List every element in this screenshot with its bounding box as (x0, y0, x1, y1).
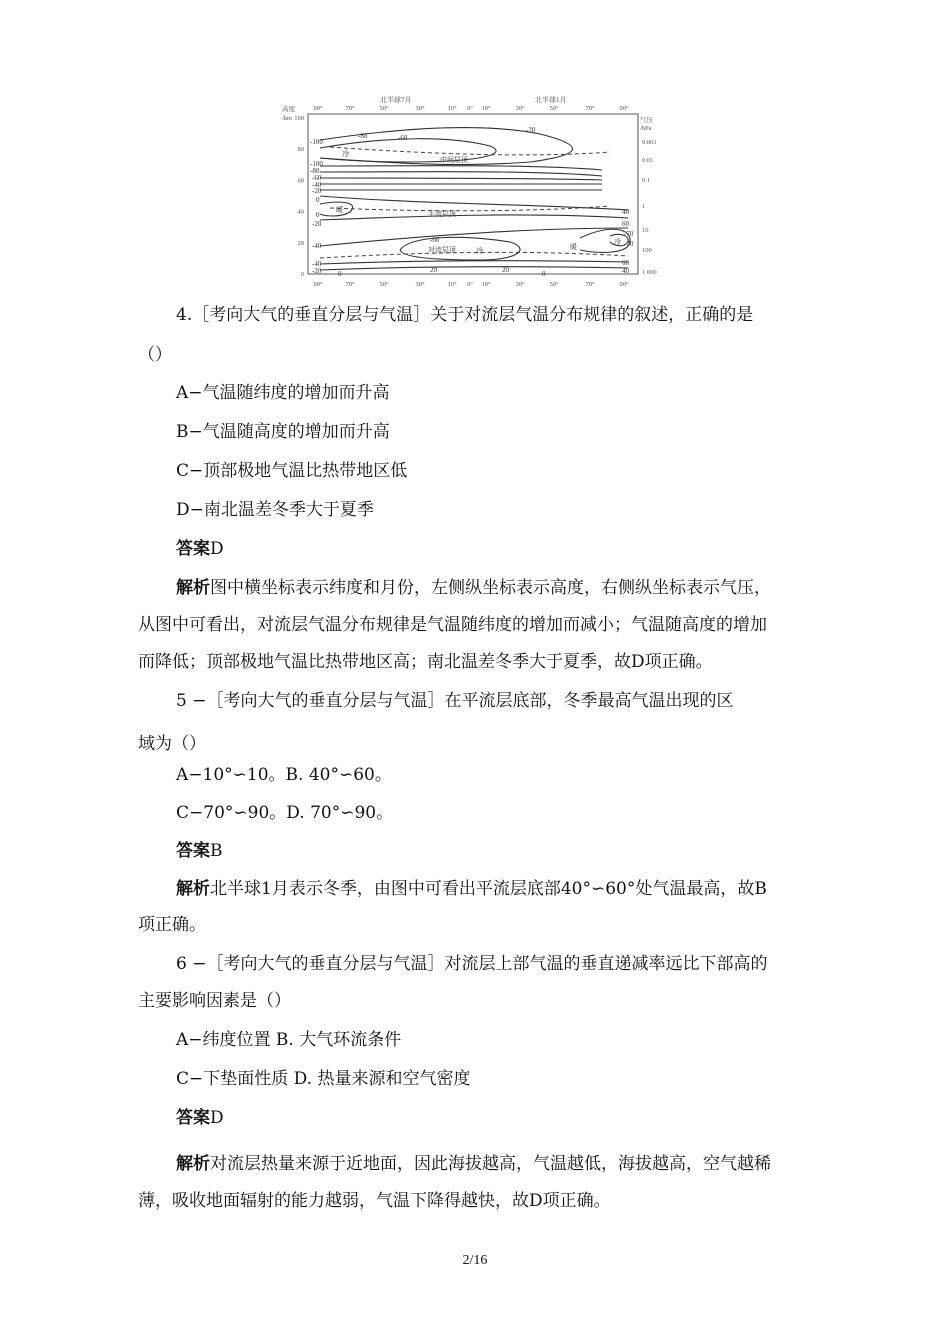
height-tick-label: 100 (294, 115, 304, 122)
answer-value: D (210, 1108, 224, 1128)
latitude-tick-label: 10° (481, 281, 491, 288)
latitude-tick-label: 90° (619, 105, 629, 112)
latitude-tick-label: 0° (467, 281, 473, 288)
contour-label: 0 (542, 270, 546, 278)
latitude-tick-label: 30° (415, 105, 425, 112)
mesopause-line (330, 147, 610, 155)
right-axis-title: 气压 (640, 117, 653, 124)
pressure-tick-label: 10 (642, 227, 649, 234)
latitude-tick-label: 10° (481, 105, 491, 112)
analysis-text: 图中横坐标表示纬度和月份，左侧纵坐标表示高度，右侧纵坐标表示气压， (210, 578, 771, 598)
q4-option-a: A−气温随纬度的增加而升高 (176, 383, 390, 403)
q6-options-cd: C−下垫面性质 D. 热量来源和空气密度 (176, 1069, 471, 1089)
height-tick-label: 40 (297, 208, 304, 216)
left-axis-title: 高度 (282, 106, 295, 113)
contour-label: -60 (398, 134, 408, 142)
q6-stem-cont: 主要影响因素是（） (138, 991, 291, 1011)
q5-options-cd: C−70°∽90。D. 70°∽90。 (176, 803, 394, 823)
pressure-tick-label: 1 (642, 203, 646, 210)
mesopause-label: 中间层顶 (440, 156, 468, 164)
answer-label: 答案 (176, 1108, 210, 1128)
q5-stem: 5 −［考向大气的垂直分层与气温］在平流层底部，冬季最高气温出现的区 (176, 691, 734, 711)
isotherm-line (320, 172, 602, 176)
q4-option-d: D−南北温差冬季大于夏季 (176, 500, 374, 520)
pressure-tick-label: 100 (642, 247, 652, 254)
contour-label: 0 (316, 196, 320, 204)
latitude-tick-label: 30° (415, 281, 425, 288)
contour-label: -60 (430, 236, 440, 244)
warm-label: 暖 (570, 243, 577, 251)
contour-label: 20 (502, 266, 509, 274)
isotherm-line (320, 267, 628, 270)
stratopause-label: 平流层顶 (428, 210, 456, 218)
q4-answer-line (176, 530, 856, 568)
answer-value: B (210, 841, 223, 861)
contour-label: -80 (310, 167, 320, 175)
contour-label: -20 (312, 220, 322, 228)
latitude-bottom-axis (313, 281, 629, 288)
q5-stem-cont: 域为（） (138, 734, 206, 754)
q5-answer-line (176, 832, 856, 870)
isotherm-line (400, 237, 520, 260)
isotherm-line (580, 229, 630, 252)
q4-analysis-line-2: 从图中可看出，对流层气温分布规律是气温随纬度的增加而减小；气温随高度的增加 (138, 615, 767, 635)
pressure-tick-label: 0.001 (642, 139, 657, 146)
isotherm-line (320, 261, 628, 264)
latitude-tick-label: 30° (515, 105, 525, 112)
cold-label: 冷 (614, 238, 621, 246)
contour-label: -20 (312, 267, 322, 275)
contour-label: 60 (622, 220, 629, 228)
height-axis (294, 115, 304, 278)
latitude-tick-label: 50° (549, 281, 559, 288)
q4-stem-paren: （） (138, 345, 172, 365)
latitude-tick-label: 70° (345, 105, 355, 112)
latitude-tick-label: 10° (447, 281, 457, 288)
contour-label: 60 (622, 259, 629, 267)
latitude-tick-label: 30° (515, 281, 525, 288)
q6-stem: 6 −［考向大气的垂直分层与气温］对流层上部气温的垂直递减率远比下部高的 (176, 954, 768, 974)
contour-label: -100 (310, 138, 323, 146)
q5-analysis-line-1 (176, 870, 856, 908)
title-left: 北半球7月 (380, 96, 412, 104)
latitude-tick-label: 70° (585, 105, 595, 112)
q6-analysis-line-1 (176, 1145, 856, 1183)
contour-label: -20 (526, 126, 536, 134)
q4-option-b: B−气温随高度的增加而升高 (176, 422, 390, 442)
analysis-text: 北半球1月表示冬季，由图中可看出平流层底部40°∽60°处气温最高，故B (210, 879, 767, 899)
warm-label: 暖 (336, 206, 343, 214)
contour-label: 20 (430, 266, 437, 274)
pressure-tick-label: 0.1 (642, 177, 651, 184)
latitude-tick-label: 50° (549, 105, 559, 112)
latitude-tick-label: 90° (619, 281, 629, 288)
left-axis-unit: /km (282, 115, 293, 122)
contour-label: 40 (622, 267, 629, 275)
tropopause-line (320, 252, 628, 258)
latitude-tick-label: 70° (345, 281, 355, 288)
right-axis-unit: /hPa (640, 125, 652, 132)
analysis-label: 解析 (176, 1154, 210, 1174)
q5-options-ab: A−10°∽10。B. 40°∽60。 (176, 765, 392, 785)
q4-option-c: C−顶部极地气温比热带地区低 (176, 461, 408, 481)
analysis-label: 解析 (176, 578, 210, 598)
contour-label: -40 (312, 181, 322, 189)
answer-label: 答案 (176, 841, 210, 861)
cold-label: 冷 (342, 150, 349, 158)
q4-analysis-line-3: 而降低；顶部极地气温比热带地区高；南北温差冬季大于夏季，故D项正确。 (138, 652, 713, 672)
latitude-tick-label: 70° (585, 281, 595, 288)
q4-stem: 4.［考向大气的垂直分层与气温］关于对流层气温分布规律的叙述，正确的是 (176, 305, 754, 325)
analysis-label: 解析 (176, 879, 210, 899)
height-tick-label: 80 (297, 146, 304, 154)
contour-label: -40 (312, 242, 322, 250)
pressure-axis (642, 139, 657, 276)
q4-analysis-line-1 (176, 569, 856, 607)
temperature-profile-figure (280, 92, 670, 292)
latitude-tick-label: 10° (447, 105, 457, 112)
height-tick-label: 0 (300, 271, 304, 278)
contour-label: -100 (310, 160, 323, 168)
contour-label: -40 (312, 260, 322, 268)
isotherm-line (320, 196, 628, 210)
contour-label: 0 (316, 211, 320, 219)
cold-label: 冷 (476, 247, 483, 255)
contour-label: -20 (312, 187, 322, 195)
q6-analysis-line-2: 薄，吸收地面辐射的能力越弱，气温下降得越快，故D项正确。 (138, 1191, 611, 1211)
contour-label: 40 (622, 208, 629, 216)
isotherm-line (320, 215, 628, 220)
contour-label: -70 (624, 240, 634, 248)
height-tick-label: 20 (297, 239, 304, 247)
page-number: 2/16 (462, 1253, 488, 1268)
latitude-top-axis (313, 105, 629, 112)
isotherm-line (320, 166, 602, 170)
title-right: 北半球1月 (535, 96, 567, 104)
latitude-tick-label: 90° (313, 281, 323, 288)
tropopause-label: 对流层顶 (428, 246, 456, 254)
contour-label: -60 (312, 174, 322, 182)
q5-analysis-line-2: 项正确。 (138, 915, 206, 935)
isotherm-line (320, 178, 602, 180)
height-tick-label: 60 (297, 177, 304, 185)
latitude-tick-label: 0° (467, 105, 473, 112)
contour-label: -70 (624, 230, 634, 238)
answer-label: 答案 (176, 539, 210, 559)
q6-answer-line (176, 1099, 856, 1137)
latitude-tick-label: 50° (379, 105, 389, 112)
latitude-tick-label: 90° (313, 105, 323, 112)
analysis-text: 对流层热量来源于近地面，因此海拔越高，气温越低，海拔越高，空气越稀 (210, 1154, 771, 1174)
pressure-tick-label: 1 000 (642, 269, 657, 276)
pressure-tick-label: 0.01 (642, 157, 654, 164)
q6-options-ab: A−纬度位置 B. 大气环流条件 (176, 1030, 402, 1050)
latitude-tick-label: 50° (379, 281, 389, 288)
answer-value: D (210, 539, 224, 559)
contour-label: -80 (358, 132, 368, 140)
contour-label: 0 (338, 270, 342, 278)
